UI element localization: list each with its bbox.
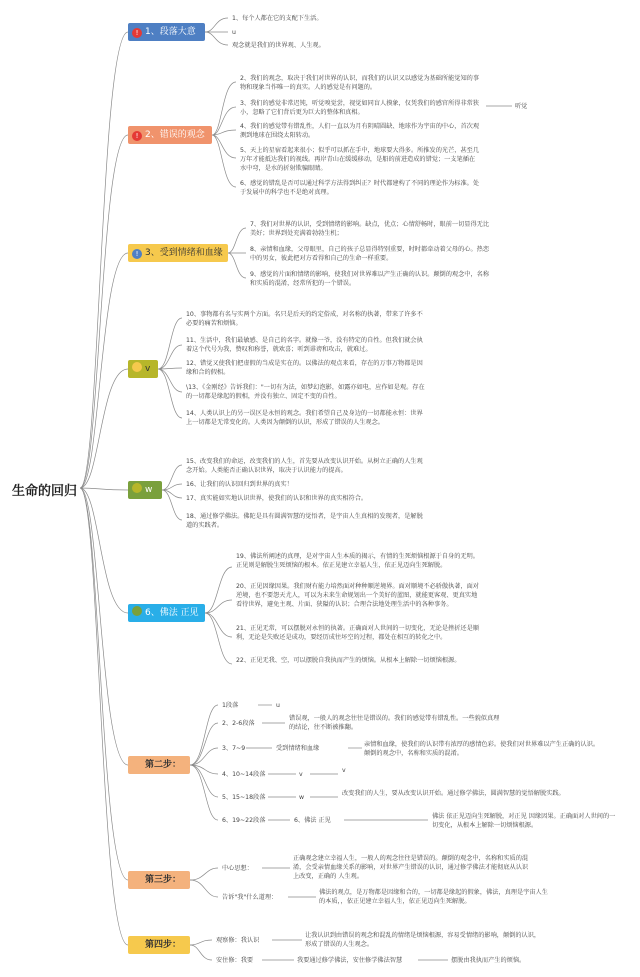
leaf-item: 2、我们的观念，取决于我们对世界的认识，而我们的认识又以感觉为基础所能觉知的事物和现象当作唯一的真实。人的感觉是有问题的。 (240, 75, 480, 91)
step3-row-b: 正确观念建立幸福人生，一般人的观念往往是错误的。颠倒的观念中，名称和实质的混淆，会受亲情血缘关系的影响，对世界产生错误的认识，通过修学佛法才能彻底从认识上改变，正确的 人生观。 (293, 855, 529, 880)
leaf-item: 14、人类认识上的另一误区是永恒的观念。我们希望自己及身边的一切都能永恒：世界上一切都是无常变化的。人类因为颠倒的认识，形成了错误的人生观念。 (186, 410, 423, 426)
section-node-5[interactable] (128, 481, 162, 499)
leaf-item: 10、事物都有名与实两个方面。名只是后天的约定俗成，对名称的执著，带来了许多不必要的痛苦和烦恼。 (186, 311, 423, 327)
leaf-item: 5、天上的星宿看起来很小；似乎可以抓在手中，地球要大得多。所推发的光芒，甚至几万年才能抵达我们的视线。再岸青山在缓缓移动，是船的前进造成的错觉；一支笔插在水中弯，是水的折射欺骗眼睛。 (240, 147, 480, 172)
priority-icon: ! (132, 131, 142, 141)
step2-row-a: 5、15~18段落 (222, 794, 266, 801)
step4-row-a: 观察修：我认识 (216, 937, 260, 944)
step2-row-b: 6、佛法 正见 (294, 817, 331, 824)
leaf-item: 9、感觉的片面和情绪的影响，使我们对世界难以产生正确的认识。颠倒的观念中，名称和实质的混淆，经常所犯的一个错误。 (250, 271, 490, 287)
step2-row-a: 6、19~22段落 (222, 817, 266, 824)
priority-icon (132, 483, 142, 493)
leaf-item: 8、亲情和血缘，父母眼里，自己的孩子总显得特别重要，时时都牵动着父母的心。热恋中的男女，彼此把对方看得和自己的生命一样重要。 (250, 246, 490, 262)
leaf-item: 22、正见无我、空，可以摆脱自我执而产生的烦恼。从根本上解除一切烦恼根源。 (236, 657, 461, 664)
leaf-item: 15、改变我们的命运，改变我们的人生，首先要从改变认识开始。从树立正确的人生观念开始。人类能否正确认识世界，取决于认识能力的提高。 (186, 458, 423, 474)
step4-node[interactable] (128, 936, 190, 954)
priority-icon (132, 873, 142, 883)
step4-row-c: 摆脱由我执而产生的烦恼。 (451, 957, 526, 964)
leaf-item: u (232, 29, 236, 36)
leaf-item: 7、我们对世界的认识，受到情绪的影响。缺点，优点；心情舒畅时，眼前一切显得无比美好；世界到处充满着勃勃生机； (250, 221, 490, 237)
leaf-item: 1、每个人都在它的支配下生活。 (232, 15, 323, 22)
section-label: 2、错误的观念 (145, 130, 205, 140)
step3-row-b: 佛法的观点，是万物都是因缘和合的，一切都是缘起的假象，佛法，真理是宇宙人生的本质，，依正见建立幸福人生，依正见迈向生死解脱。 (319, 889, 548, 905)
step2-row-a: 3、7~9 (222, 745, 246, 752)
section-node-6[interactable] (128, 604, 205, 622)
leaf-item: 21、正见无常，可以摆脱对永恒的执著。正确面对人世间的一切变化，无论是挫折还是顺利，无论是失败还是成功，要经历成往坏空的过程，都处在相互的转化之中。 (236, 625, 479, 641)
leaf-item: 听觉 (515, 103, 528, 110)
leaf-item: 3、我们的感觉非常迟钝，听觉嗅觉尝，视觉如同盲人摸象，仅凭我们的感官所得非常狭小，忽略了它们背后更为巨大的整体和真相。 (240, 100, 480, 116)
step-label: 第三步： (145, 875, 182, 885)
leaf-item: 12、错觉又使我们把虚假的当成是实在的。以佛法的观点来看，存在的万事万物都是因缘和合的假相。 (186, 360, 423, 376)
step-label: 第二步： (145, 760, 182, 770)
leaf-item: 19、佛法所阐述的真理，是对宇宙人生本质的揭示，有情的生死烦恼根源于自身的无明。正见则是解脱生死烦恼的根本。依正见建立幸福人生，依正见迈向生死解脱。 (236, 553, 479, 569)
section-label: 3、受到情绪和血缘 (145, 248, 223, 258)
priority-icon (132, 938, 142, 948)
step4-row-b: 让我认识到由错误的观念和混乱的情绪是烦恼根源，容易受情绪的影响，颠倒的认识，形成了错误的人生观念。 (305, 932, 541, 948)
priority-icon (132, 362, 142, 372)
leaf-item: 11、生活中，我们最敏感、是自己的名字。就像一爷，没有特定的自性。但我们就会执着这个代号为我，赞叹和称誉，就欢喜；听到诽谤和攻击，就难过。 (186, 337, 423, 353)
step2-row-c: 佛法 依正见迈向生死解脱，对正见 因缘因果。正确面对人世间的一切变化，从根本上解除一切烦恼根源。 (432, 813, 616, 829)
section-node-4[interactable] (128, 360, 158, 378)
step3-node[interactable] (128, 871, 190, 889)
step2-row-b: 错误观，一般人的观念往往是错误的。我们的感觉带有错乱性。一些貌似真理的结论，往不断被推翻。 (289, 715, 500, 731)
step2-row-a: 4、10~14段落 (222, 771, 266, 778)
leaf-item: 4、我们的感觉带有错乱性，人们一直以为月有阴晴圆缺、地球作为宇宙的中心，首次观测到地球在围绕太阳转动。 (240, 123, 480, 139)
leaf-item: 20、正见因缘因果。我们财有能力培然面对种种顺逆境界。面对顺境不必骄傲执著，面对逆境，也不要怨天尤人，可以为未来生命规划出一个美好的蓝图，就能更客观、更真实地看待世界，避免主观、片面、狭隘的认识；合理合法地处理生活中的各种事务。 (236, 583, 479, 608)
section-node-2[interactable] (128, 126, 212, 144)
step-label: 第四步： (145, 940, 182, 950)
leaf-item: 观念就是我们的世界观、人生观。 (232, 42, 325, 49)
step4-row-a: 安住修：我要 (216, 957, 254, 964)
leaf-item: 17、真实能如实地认识世界，使我们的认识和世界的真实相符合。 (186, 495, 368, 502)
section-node-3[interactable] (128, 244, 228, 262)
priority-icon: ! (132, 249, 142, 259)
step2-row-b: u (276, 702, 280, 709)
step3-row-a: 告诉"我"什么道理： (222, 894, 278, 901)
step4-row-b: 我要通过修学佛法，安住修学佛法智慧 (297, 957, 403, 964)
section-label: v (145, 364, 151, 374)
step2-row-c: 改变我们的人生，要从改变认识开始。通过修学佛法，圆满智慧的觉悟解脱实践。 (342, 790, 565, 797)
step2-row-a: 2、2-6段落 (222, 720, 255, 727)
priority-icon (132, 606, 142, 616)
leaf-item: 6、感觉的错乱是否可以通过科学方法得到纠正？时代都建构了不同的理论作为标准。处于发展中的科学也不是绝对真理。 (240, 180, 480, 196)
section-node-1[interactable] (128, 23, 205, 41)
section-label: 6、佛法 正见 (145, 608, 199, 618)
step2-row-c: v (342, 767, 346, 774)
step2-row-a: 1段落 (222, 702, 239, 709)
priority-icon (132, 758, 142, 768)
leaf-item: 16、让我们的认识回归到世界的真实！ (186, 481, 293, 488)
root-topic[interactable]: 生命的回归 (12, 484, 78, 499)
priority-icon: ! (132, 28, 142, 38)
step2-row-c: 亲情和血缘，使我们的认识带有浓厚的感情色彩。使我们对世界难以产生正确的认识。颠倒的观念中，名称和实质的混淆。 (364, 741, 600, 757)
step2-row-b: 受到情绪和血缘 (276, 745, 320, 752)
step2-node[interactable] (128, 756, 190, 774)
step3-row-a: 中心思想： (222, 865, 253, 872)
section-label: 1、段落大意 (145, 27, 196, 37)
step2-row-b: w (299, 794, 305, 801)
leaf-item: \13、《金刚经》告诉我们："一切有为法，如梦幻泡影，如露亦如电，应作如是观。存在的一切都是缘起的假相，并没有独立、固定不变的自性。 (186, 384, 425, 400)
leaf-item: 18、通过修学佛法。佛陀是具有圆满智慧的觉悟者，是宇宙人生真相的发现者，是解脱道的实践者。 (186, 513, 423, 529)
step2-row-b: v (299, 771, 303, 778)
section-label: w (145, 485, 153, 495)
